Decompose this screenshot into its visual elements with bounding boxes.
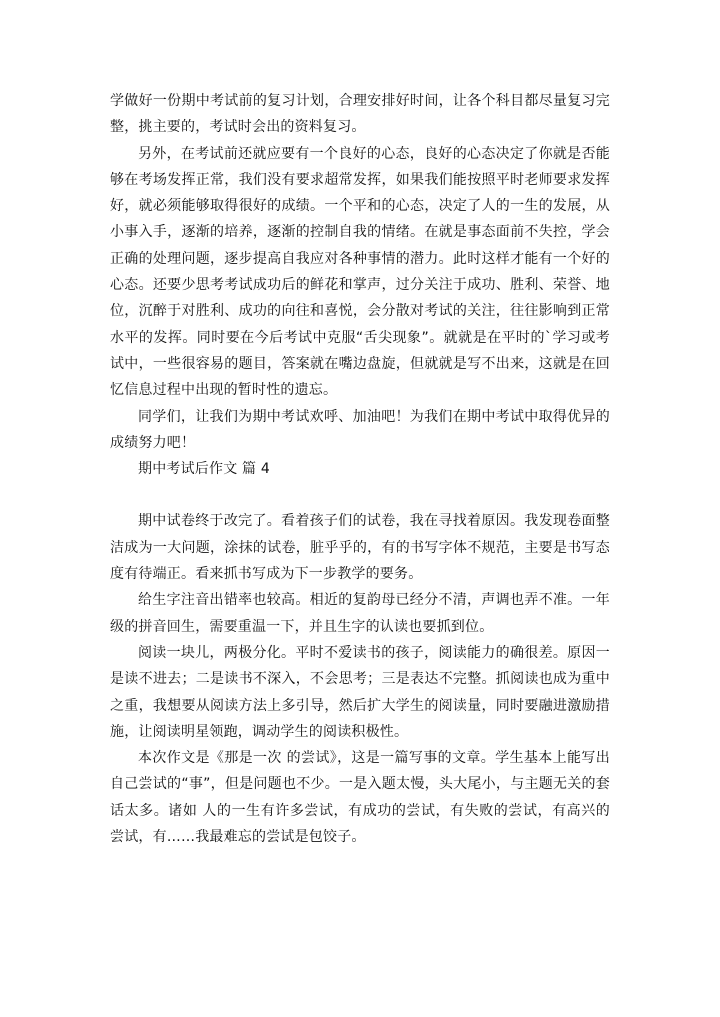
document-body: [110, 88, 610, 850]
paragraph-composition: 本次作文是《那是一次 的尝试》，这是一篇写事的文章。学生基本上能写出自己尝试的“事”，但是问题也不少。一是入题太慢，头大尾小，与主题无关的套话太多。诸如 人的一生有许多尝试，有成功的尝试，有失败的尝试，有高兴的尝试，有……我最难忘的尝试是包饺子。: [110, 750, 610, 846]
paragraph-review-plan-continued: 学做好一份期中考试前的复习计划，合理安排好时间，让各个科目都尽量复习完整，挑主要的，考试时会出的资料复习。: [110, 93, 610, 136]
paragraph-exam-graded: 期中试卷终于改完了。看着孩子们的试卷，我在寻找着原因。我发现卷面整洁成为一大问题，涂抹的试卷，脏乎乎的，有的书写字体不规范，主要是书写态度有待端正。看来抓书写成为下一步教学的要务。: [110, 513, 610, 583]
paragraph-pinyin-errors: 给生字注音出错率也较高。相近的复韵母已经分不清，声调也弄不准。一年级的拼音回生，需要重温一下，并且生字的认读也要抓到位。: [110, 592, 610, 635]
blank-line: [110, 482, 610, 508]
section-heading-essay-4: 期中考试后作文 篇 4: [138, 461, 271, 478]
paragraph-mindset: 另外，在考试前还就应要有一个良好的心态，良好的心态决定了你就是否能够在考场发挥正常，我们没有要求超常发挥，如果我们能按照平时老师要求发挥好，就必须能够取得很好的成绩。一个平和的心态，决定了人的一生的发展，从小事入手，逐渐的培养，逐渐的控制自我的情绪。在就是事态面前不失控，学会正确的处理问题，逐步提高自我应对各种事情的潜力。此时这样才能有一个好的心态。还要少思考考试成功后的鲜花和掌声，过分关注于成功、胜利、荣誉、地位，沉醉于对胜利、成功的向往和喜悦，会分散对考试的关注，往往影响到正常水平的发挥。同时要在今后考试中克服“舌尖现象”。就就是在平时的`学习或考试中，一些很容易的题目，答案就在嘴边盘旋，但就就是写不出来，这就是在回忆信息过程中出现的暂时性的遗忘。: [110, 145, 610, 399]
paragraph-reading: 阅读一块儿，两极分化。平时不爱读书的孩子，阅读能力的确很差。原因一是读不进去；二是读书不深入，不会思考；三是表达不完整。抓阅读也成为重中之重，我想要从阅读方法上多引导，然后扩大学生的阅读量，同时要融进激励措施，让阅读明星领跑，调动学生的阅读积极性。: [110, 644, 610, 740]
paragraph-encouragement: 同学们，让我们为期中考试欢呼、加油吧！为我们在期中考试中取得优异的成绩努力吧！: [110, 408, 610, 451]
